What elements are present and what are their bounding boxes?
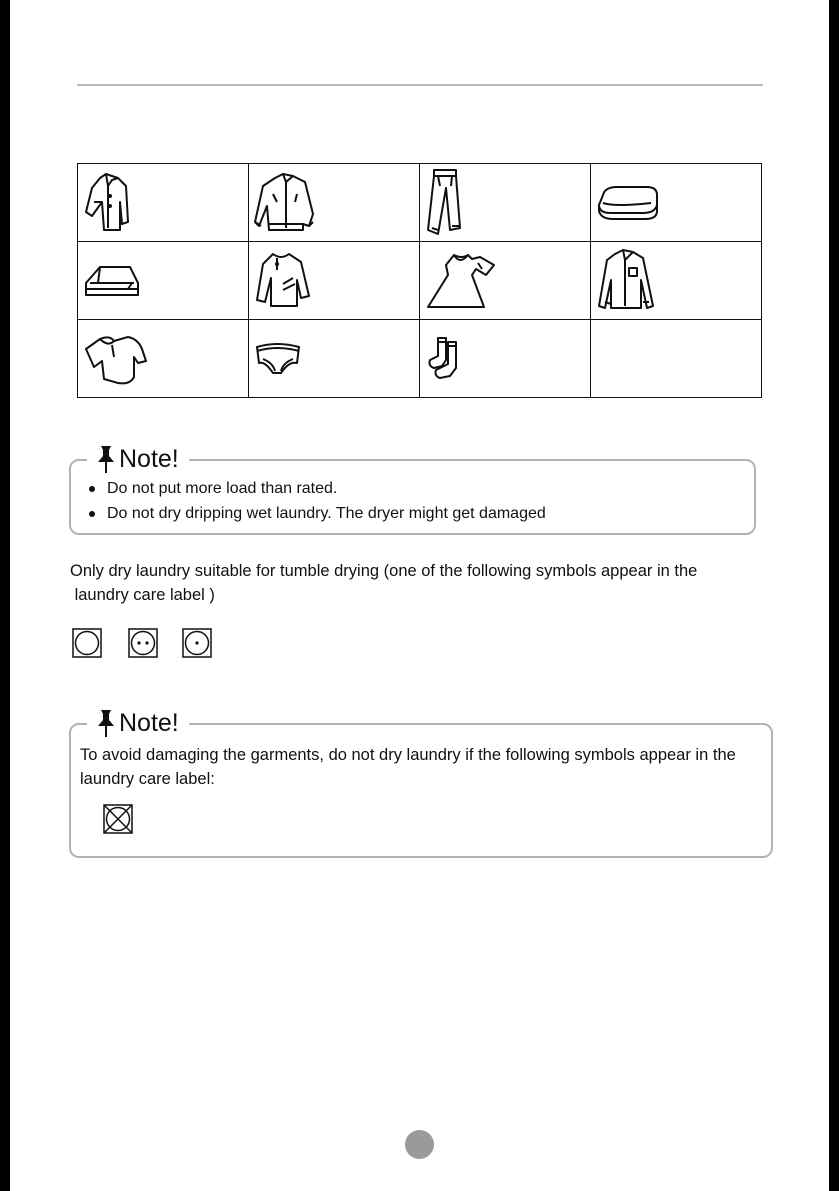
suitable-text-line-1: Only dry laundry suitable for tumble drying (one of the following symbols appear in the [70, 562, 698, 580]
note2-text-line-1: To avoid damaging the garments, do not dry laundry if the following symbols appear in the [80, 746, 736, 764]
suitable-paragraph [70, 559, 770, 607]
garment-cell [420, 164, 591, 242]
garment-cell [591, 242, 762, 320]
trousers-icon [424, 168, 470, 238]
table-row [78, 320, 762, 398]
garment-cell-empty [591, 320, 762, 398]
note2-text-line-2: laundry care label: [80, 770, 215, 788]
table-row [78, 242, 762, 320]
sweater-icon [253, 250, 313, 312]
dress-icon [424, 251, 498, 311]
pillow-icon [595, 181, 661, 225]
note-list [85, 476, 546, 526]
garment-cell [420, 320, 591, 398]
garment-cell [78, 242, 249, 320]
folded-towel-icon [82, 261, 142, 301]
socks-icon [424, 334, 464, 384]
page-border-right [829, 0, 839, 1191]
jacket-icon [253, 172, 317, 234]
note-box-2 [69, 723, 773, 858]
tumble-dry-icon [72, 628, 102, 658]
garment-cell [249, 164, 420, 242]
garment-cell [78, 164, 249, 242]
garment-cell [249, 242, 420, 320]
garment-cell [78, 320, 249, 398]
pushpin-icon [95, 708, 117, 738]
do-not-tumble-dry-icon [103, 804, 133, 834]
header-rule [77, 84, 763, 86]
underwear-icon [253, 339, 303, 379]
note-item: Do not dry dripping wet laundry. The dryer might get damaged [85, 501, 546, 526]
garment-cell [591, 164, 762, 242]
tshirt-icon [82, 331, 150, 387]
garment-cell [249, 320, 420, 398]
note-title-text: Note! [119, 708, 179, 737]
page-number-badge [405, 1130, 434, 1159]
tumble-dry-normal-heat-icon [128, 628, 158, 658]
tumble-dry-low-heat-icon [182, 628, 212, 658]
work-shirt-icon [595, 248, 657, 314]
note2-paragraph [80, 743, 770, 791]
garment-cell [420, 242, 591, 320]
pushpin-icon [95, 444, 117, 474]
page-border-left [0, 0, 10, 1191]
note-title-text: Note! [119, 444, 179, 473]
table-row [78, 164, 762, 242]
note-item: Do not put more load than rated. [85, 476, 546, 501]
note-title-1 [87, 443, 189, 475]
shirt-icon [82, 172, 132, 234]
garment-table [77, 163, 762, 398]
note-title-2 [87, 707, 189, 739]
suitable-text-line-2: laundry care label ) [70, 586, 215, 604]
